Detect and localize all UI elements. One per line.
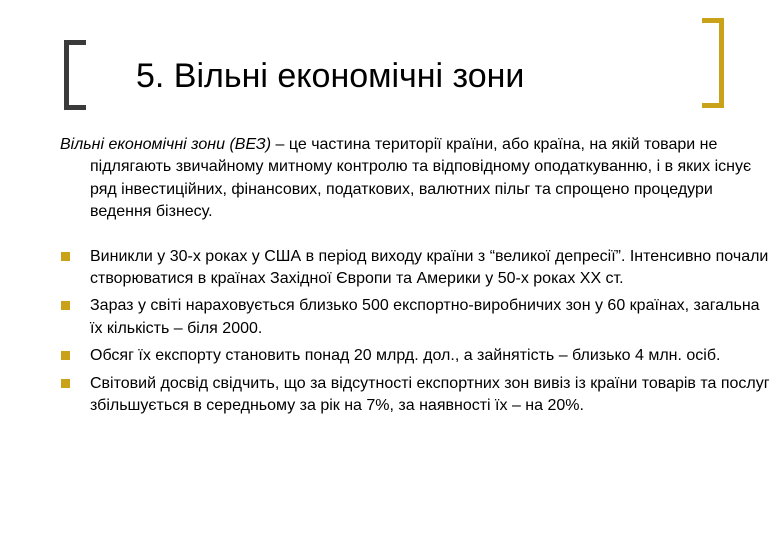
left-bracket-decoration	[64, 40, 86, 110]
bullet-text: Обсяг їх експорту становить понад 20 млрд. дол., а зайнятість – близько 4 млн. осіб.	[90, 347, 721, 365]
slide-content	[60, 134, 770, 422]
square-bullet-icon	[61, 252, 70, 261]
bullet-list	[60, 246, 770, 418]
bullet-item	[60, 373, 770, 418]
definition-term: Вільні економічні зони (ВЕЗ)	[60, 136, 272, 153]
bullet-item	[60, 246, 770, 291]
square-bullet-icon	[61, 351, 70, 360]
definition-paragraph	[60, 134, 770, 224]
definition-text: – це частина території країни, або країна, на якій товари не підлягають звичайному митному контролю та відповідному оподаткуванню, і в яких існує ряд інвестиційних, фінансових, податкових, валютних пільг та спрощено процедури ведення бізнесу.	[90, 136, 752, 221]
square-bullet-icon	[61, 379, 70, 388]
square-bullet-icon	[61, 301, 70, 310]
bullet-text: Світовий досвід свідчить, що за відсутності експортних зон вивіз із країни товарів та послуг збільшується в середньому за рік на 7%, за наявності їх – на 20%.	[90, 374, 770, 415]
bullet-item	[60, 295, 770, 340]
slide-title: 5. Вільні економічні зони	[136, 57, 525, 95]
bullet-item	[60, 345, 770, 367]
right-bracket-decoration	[702, 18, 724, 108]
bullet-text: Зараз у світі нараховується близько 500 експортно-виробничих зон у 60 країнах, загальна їх кількість – біля 2000.	[90, 297, 760, 337]
bullet-text: Виникли у 30-х роках у США в період виходу країни з “великої депресії”. Інтенсивно почали створюватися в країнах Західної Європи та Америки у 50-х роках ХХ ст.	[90, 247, 769, 288]
